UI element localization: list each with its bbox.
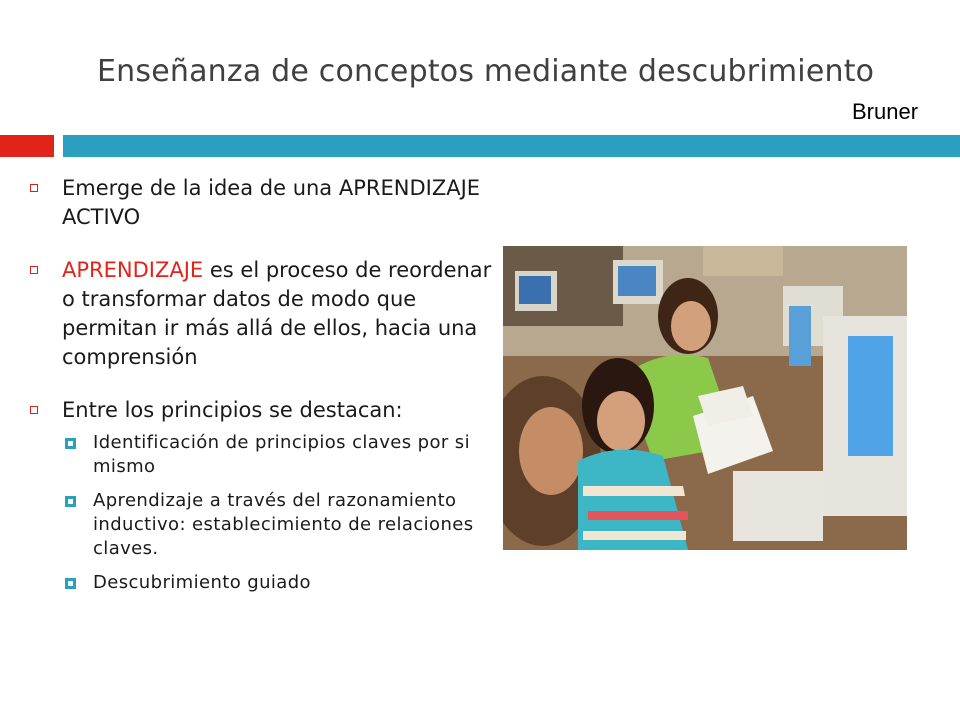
sub-bullet-icon — [65, 496, 76, 507]
square-bullet-icon — [30, 406, 38, 414]
sub-bullet-item — [28, 571, 498, 595]
sub-bullet-item — [28, 489, 498, 561]
bullet-text: Entre los principios se destacan: — [62, 398, 403, 422]
sub-bullet-item — [28, 431, 498, 479]
bullet-text: es el proceso de reordenar o transformar datos de modo que permitan ir más allá de ellos, hacia una comprensión — [62, 258, 492, 369]
sub-bullet-text: Identificación de principios claves por si mismo — [93, 432, 470, 477]
classroom-photo — [503, 246, 907, 550]
slide-subtitle: Bruner — [852, 99, 919, 124]
accent-bar-red — [0, 135, 54, 157]
bullet-text: Emerge de la idea de una APRENDIZAJE ACTIVO — [62, 176, 481, 229]
bullet-item — [28, 174, 498, 232]
bullet-list — [28, 174, 498, 595]
slide-title: Enseñanza de conceptos mediante descubrimiento — [97, 54, 875, 89]
bullet-item — [28, 256, 498, 372]
accent-bar-teal — [63, 135, 960, 157]
sub-bullet-text: Aprendizaje a través del razonamiento inductivo: establecimiento de relaciones claves. — [93, 490, 474, 559]
sub-bullet-icon — [65, 578, 76, 589]
highlight-term: APRENDIZAJE — [62, 258, 204, 282]
sub-bullet-icon — [65, 438, 76, 449]
square-bullet-icon — [30, 184, 38, 192]
square-bullet-icon — [30, 266, 38, 274]
bullet-item — [28, 396, 498, 425]
sub-bullet-text: Descubrimiento guiado — [93, 572, 311, 593]
